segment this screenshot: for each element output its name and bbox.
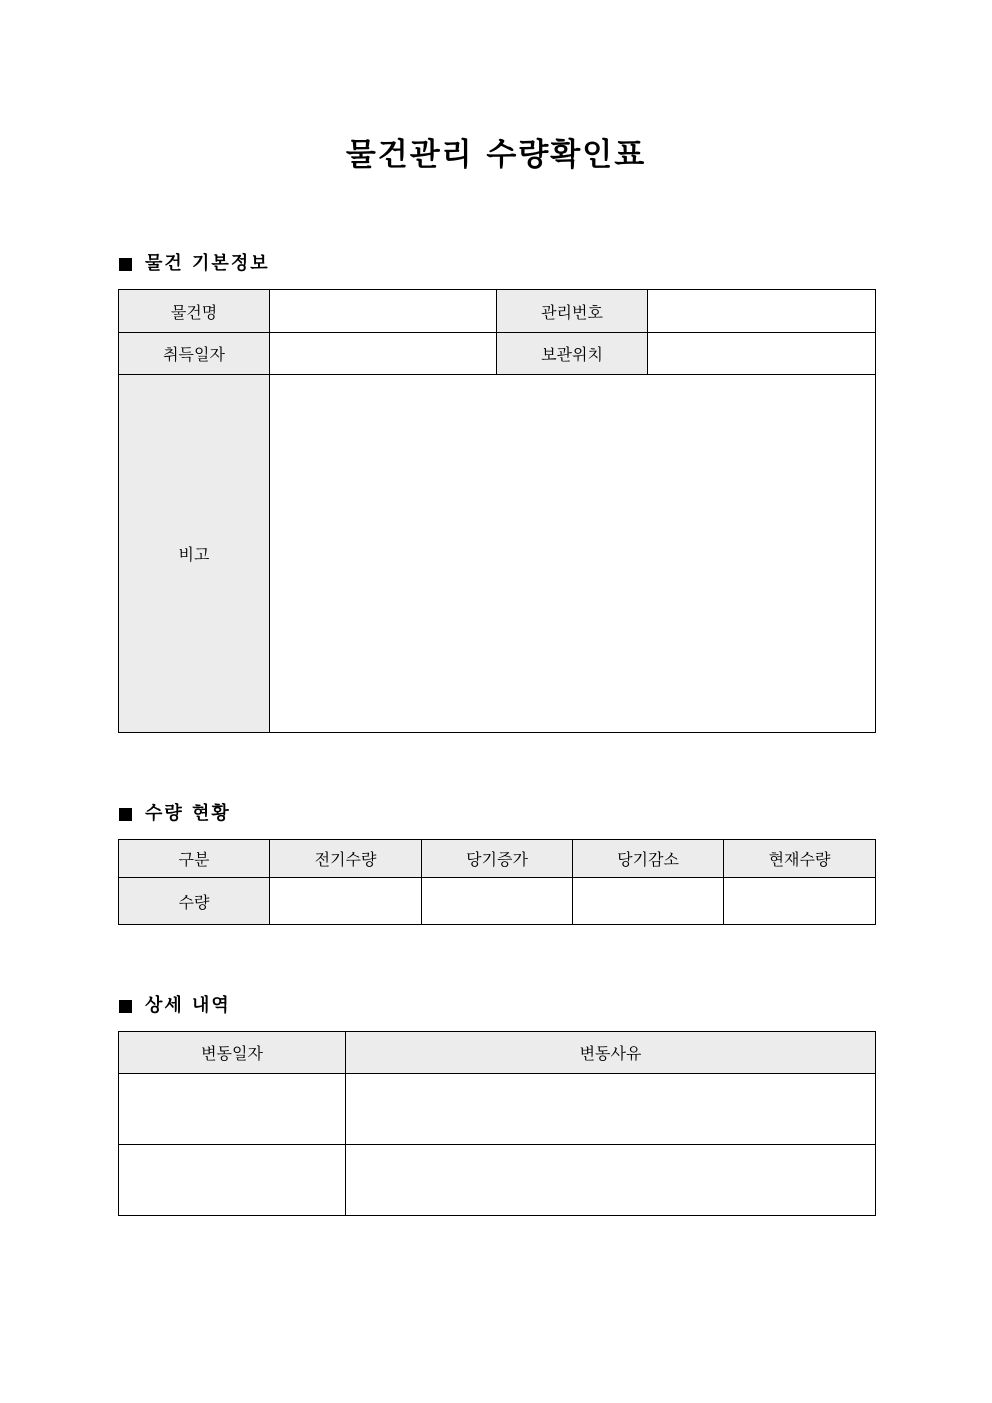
field-location[interactable]	[648, 333, 876, 375]
field-change-date[interactable]	[119, 1145, 346, 1216]
square-bullet-icon	[119, 1000, 132, 1013]
quantity-table	[118, 839, 876, 925]
detail-table	[118, 1031, 876, 1216]
label-acquire-date: 취득일자	[119, 333, 270, 375]
header-change-reason: 변동사유	[346, 1032, 876, 1074]
section-title: 상세 내역	[145, 995, 231, 1016]
section-heading-detail	[119, 993, 231, 1019]
header-category: 구분	[119, 840, 270, 878]
field-acquire-date[interactable]	[270, 333, 497, 375]
field-change-reason[interactable]	[346, 1074, 876, 1145]
field-prev-qty[interactable]	[270, 878, 422, 925]
basic-info-table	[118, 289, 876, 733]
field-decrease[interactable]	[573, 878, 724, 925]
label-manage-no: 관리번호	[497, 290, 648, 333]
section-title: 물건 기본정보	[145, 253, 270, 274]
table-row	[119, 290, 876, 333]
field-remarks[interactable]	[270, 375, 876, 733]
header-prev-qty: 전기수량	[270, 840, 422, 878]
page-title: 물건관리 수량확인표	[345, 137, 647, 173]
field-name[interactable]	[270, 290, 497, 333]
table-row	[119, 375, 876, 733]
table-header-row	[119, 840, 876, 878]
section-heading-quantity	[119, 801, 231, 827]
header-current-qty: 현재수량	[724, 840, 876, 878]
field-manage-no[interactable]	[648, 290, 876, 333]
table-row	[119, 878, 876, 925]
field-increase[interactable]	[422, 878, 573, 925]
label-remarks: 비고	[119, 375, 270, 733]
field-change-date[interactable]	[119, 1074, 346, 1145]
table-header-row	[119, 1032, 876, 1074]
table-row	[119, 333, 876, 375]
field-current-qty[interactable]	[724, 878, 876, 925]
header-increase: 당기증가	[422, 840, 573, 878]
section-heading-basic	[119, 251, 270, 277]
label-name: 물건명	[119, 290, 270, 333]
section-title: 수량 현황	[145, 803, 231, 824]
field-change-reason[interactable]	[346, 1145, 876, 1216]
square-bullet-icon	[119, 258, 132, 271]
header-change-date: 변동일자	[119, 1032, 346, 1074]
row-label-quantity: 수량	[119, 878, 270, 925]
table-row	[119, 1074, 876, 1145]
square-bullet-icon	[119, 808, 132, 821]
table-row	[119, 1145, 876, 1216]
label-location: 보관위치	[497, 333, 648, 375]
header-decrease: 당기감소	[573, 840, 724, 878]
